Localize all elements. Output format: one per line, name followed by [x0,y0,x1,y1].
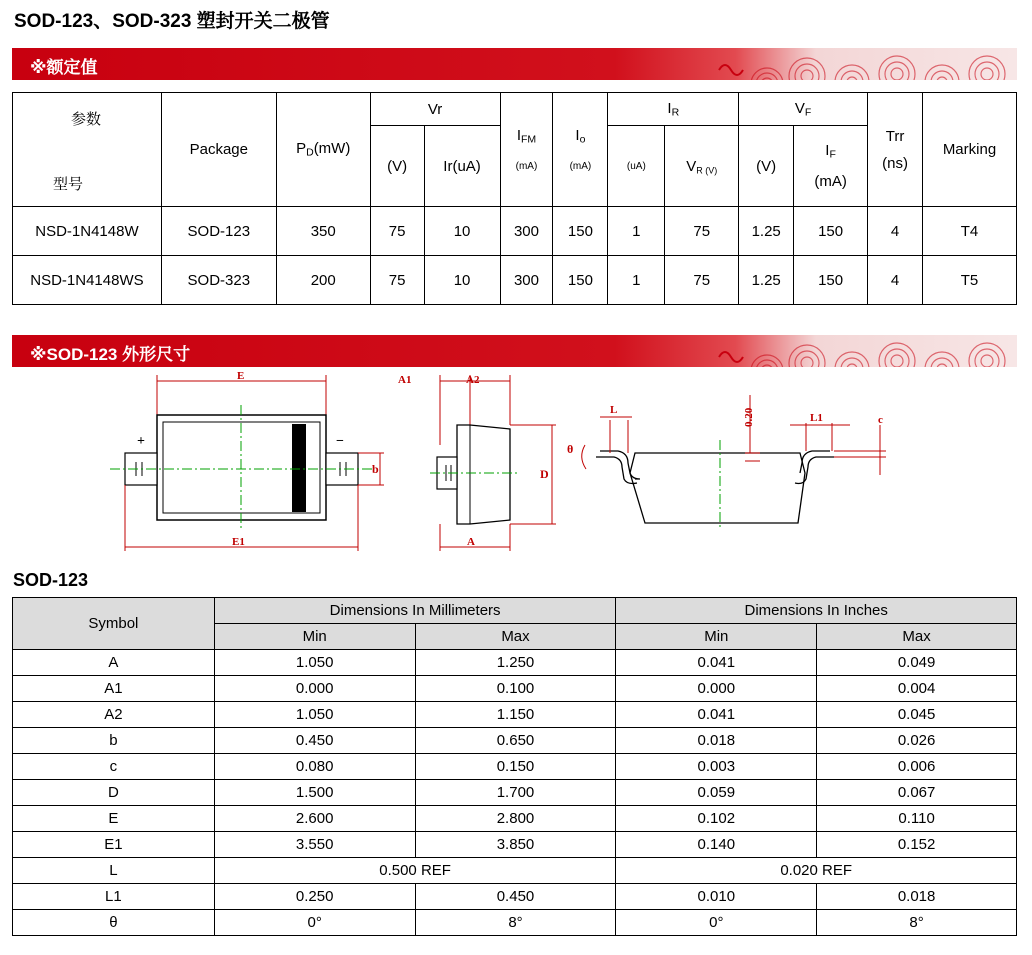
mm-header: Dimensions In Millimeters [214,598,616,624]
table-row: b 0.450 0.650 0.018 0.026 [13,728,1017,754]
label-plus: + [137,434,145,449]
ratings-table [12,92,1017,305]
mm-min-header: Min [214,624,415,650]
front-view-drawing [567,395,886,530]
param-label: 参数 [71,111,102,128]
package-outline-drawings [0,365,1032,565]
ir-ua-header: Ir(uA) [424,126,500,207]
label-A: A [467,536,475,548]
table-row: L1 0.250 0.450 0.010 0.018 [13,884,1017,910]
ifm-header: $I_{FM}$ (mA) [500,93,553,207]
vrr-header: $V_{R (V)}$ [665,126,739,207]
dimensions-table [12,597,1017,936]
inch-min-header: Min [616,624,817,650]
pd-header: $P_D(mW)$ [276,93,370,207]
mm-max-header: Max [415,624,616,650]
document-title: SOD-123、SOD-323 塑封开关二极管 [14,11,330,32]
label-E1: E1 [232,536,245,548]
dimensions-section-label: SOD-123 [13,570,89,590]
table-row: A2 1.050 1.150 0.041 0.045 [13,702,1017,728]
trr-header: Trr (ns) [868,93,923,207]
label-0-20: 0.20 [743,407,755,427]
table-row: L 0.500 REF 0.020 REF [13,858,1017,884]
label-minus: − [336,434,344,449]
section-banner-ratings [12,48,1017,80]
table-row: θ 0° 8° 0° 8° [13,910,1017,936]
ir-group-header: $I_R$ [608,93,739,126]
table-row: NSD-1N4148W SOD-123 350 75 10 300 150 1 75 1.25 150 4 T4 [13,207,1017,256]
vr-header: Vr [370,93,500,126]
model-label: 型号 [53,176,84,193]
marking-header: Marking [923,93,1017,207]
label-b: b [372,462,379,476]
ir-unit-header: (uA) [608,126,665,207]
table-row: NSD-1N4148WS SOD-323 200 75 10 300 150 1 75 1.25 150 4 T5 [13,256,1017,305]
label-L: L [610,404,618,416]
if-header: $I_F$ (mA) [794,126,868,207]
table-row: D 1.500 1.700 0.059 0.067 [13,780,1017,806]
vf-group-header: $V_F$ [739,93,868,126]
label-E: E [237,370,245,382]
inch-max-header: Max [817,624,1017,650]
vr-unit-header: (V) [370,126,424,207]
label-A1: A1 [398,374,412,386]
table-row: A1 0.000 0.100 0.000 0.004 [13,676,1017,702]
top-view-drawing [110,370,384,551]
label-theta: θ [567,442,574,456]
side-view-drawing [398,374,556,551]
label-A2: A2 [466,374,480,386]
table-row: c 0.080 0.150 0.003 0.006 [13,754,1017,780]
package-header: Package [161,93,276,207]
table-row: A 1.050 1.250 0.041 0.049 [13,650,1017,676]
section-title-outline: ※SOD-123 外形尺寸 [30,345,191,364]
wave-pattern-icon [707,48,1017,80]
section-banner-outline [12,335,1017,367]
param-model-header [13,93,162,207]
vf-unit-header: (V) [739,126,794,207]
section-title-ratings: ※额定值 [30,58,98,77]
io-header: $I_o$ (mA) [553,93,608,207]
label-D: D [540,467,549,481]
wave-pattern-icon [707,335,1017,367]
label-L1: L1 [810,412,823,424]
inch-header: Dimensions In Inches [616,598,1017,624]
table-row: E 2.600 2.800 0.102 0.110 [13,806,1017,832]
symbol-header: Symbol [13,598,215,650]
table-row: E1 3.550 3.850 0.140 0.152 [13,832,1017,858]
label-c: c [878,414,883,426]
